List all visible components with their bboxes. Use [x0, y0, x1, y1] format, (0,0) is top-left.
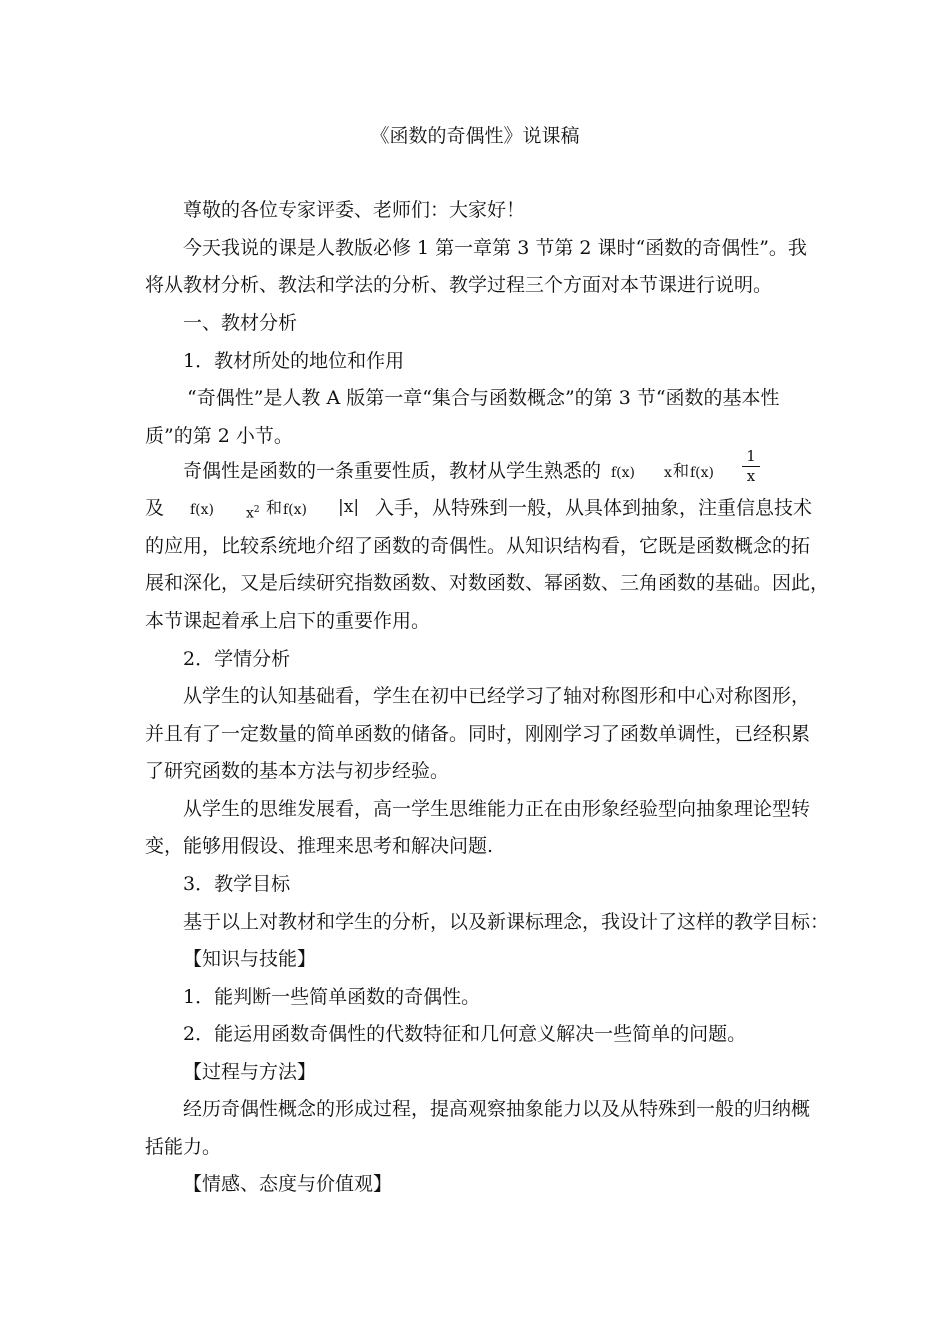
greeting: 尊敬的各位专家评委、老师们：大家好！	[183, 199, 526, 221]
math-fx-1: f(x)	[611, 465, 636, 481]
intro-line-1: 今天我说的课是人教版必修 1 第一章第 3 节第 2 课时“函数的奇偶性”。我	[183, 237, 807, 259]
para3-line-2: 并且有了一定数量的简单函数的储备。同时，刚刚学习了函数单调性，已经积累	[145, 723, 811, 745]
intro-line-2: 将从教材分析、教法和学法的分析、教学过程三个方面对本节课进行说明。	[145, 274, 773, 296]
heading-process-method: 【过程与方法】	[183, 1061, 317, 1083]
math-x-1: x	[664, 465, 672, 481]
heading-knowledge-skills: 【知识与技能】	[183, 948, 317, 970]
math-fx-2: f(x)	[690, 465, 715, 481]
fraction-numerator: 1	[746, 447, 756, 465]
math-x-squared	[246, 498, 260, 526]
math-abs-x: |x|	[338, 497, 360, 517]
math-fx-3: f(x)	[190, 502, 215, 518]
para2-line-1	[183, 459, 601, 483]
math-square-exponent: 2	[253, 505, 260, 515]
para4-line-2: 变，能够用假设、推理来思考和解决问题.	[145, 835, 494, 857]
math-fx-4: f(x)	[283, 502, 308, 518]
heading-student-analysis: 2．学情分析	[183, 648, 291, 670]
heading-teaching-goals: 3．教学目标	[183, 873, 291, 895]
math-x-2: x	[246, 505, 254, 522]
para2-ji: 及	[145, 497, 165, 519]
document-title: 《函数的奇偶性》说课稿	[370, 125, 580, 147]
para5: 基于以上对教材和学生的分析，以及新课标理念，我设计了这样的教学目标：	[183, 911, 830, 933]
knowledge-item-2: 2．能运用函数奇偶性的代数特征和几何意义解决一些简单的问题。	[183, 1023, 747, 1045]
para2-line-4: 展和深化，又是后续研究指数函数、对数函数、幂函数、三角函数的基础。因此，	[145, 572, 830, 594]
fraction-denominator: x	[746, 467, 756, 485]
para4-line-1: 从学生的思维发展看，高一学生思维能力正在由形象经验型向抽象理论型转	[183, 798, 811, 820]
para2-line-2-text: 入手，从特殊到一般，从具体到抽象，注重信息技术	[375, 497, 813, 519]
fraction-one-over-x	[740, 448, 762, 485]
math-he-2: 和	[266, 498, 283, 517]
heading-position-role: 1．教材所处的地位和作用	[183, 350, 405, 372]
heading-emotion-values: 【情感、态度与价值观】	[183, 1173, 393, 1195]
para3-line-1: 从学生的认知基础看，学生在初中已经学习了轴对称图形和中心对称图形，	[183, 685, 811, 707]
para1-line-1: “奇偶性”是人教 A 版第一章“集合与函数概念”的第 3 节“函数的基本性	[187, 387, 780, 409]
para2-line-5: 本节课起着承上启下的重要作用。	[145, 610, 431, 632]
para3-line-3: 了研究函数的基本方法与初步经验。	[145, 760, 450, 782]
knowledge-item-1: 1．能判断一些简单函数的奇偶性。	[183, 986, 481, 1008]
para2-line-1-text: 奇偶性是函数的一条重要性质，教材从学生熟悉的	[183, 460, 602, 482]
para1-line-2: 质”的第 2 小节。	[145, 425, 293, 447]
method-line-1: 经历奇偶性概念的形成过程，提高观察抽象能力以及从特殊到一般的归纳概	[183, 1098, 811, 1120]
para2-line-3: 的应用，比较系统地介绍了函数的奇偶性。从知识结构看，它既是函数概念的拓	[145, 535, 811, 557]
heading-textbook-analysis: 一、教材分析	[183, 312, 298, 334]
method-line-2: 括能力。	[145, 1136, 222, 1158]
math-he-1: 和	[673, 461, 690, 480]
